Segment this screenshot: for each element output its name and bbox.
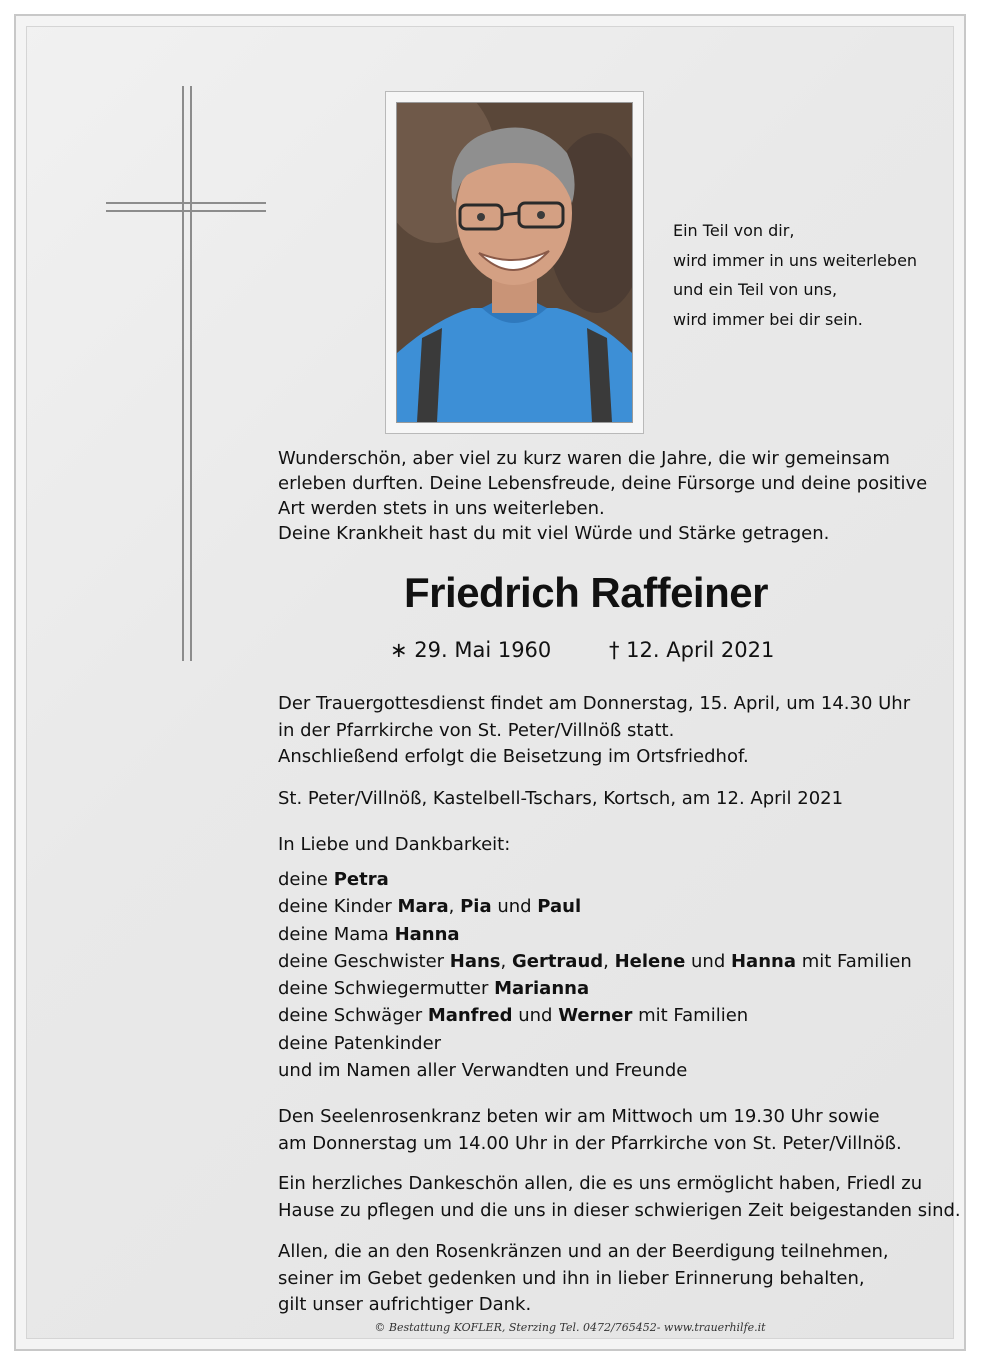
final-line: seiner im Gebet gedenken und ihn in lieber Erinnerung behalten, bbox=[278, 1267, 865, 1289]
family-line-text: , bbox=[448, 896, 461, 918]
obituary-sheet bbox=[14, 14, 966, 1351]
service-line: Anschließend erfolgt die Beisetzung im Ortsfriedhof. bbox=[278, 746, 749, 767]
family-member-name: Mara bbox=[397, 896, 449, 918]
family-line-text: deine Patenkinder bbox=[278, 1032, 442, 1054]
family-member-name: Manfred bbox=[427, 1005, 513, 1027]
family-member-name: Petra bbox=[333, 869, 389, 890]
family-line-text: und bbox=[512, 1005, 559, 1027]
poem bbox=[673, 216, 917, 334]
intro-line: Wunderschön, aber viel zu kurz waren die Jahre, die wir gemeinsam bbox=[278, 448, 890, 469]
final-line: gilt unser aufrichtiger Dank. bbox=[278, 1294, 532, 1315]
family-line-text: mit Familien bbox=[795, 950, 912, 972]
family-line-text: und bbox=[685, 950, 731, 972]
family-member-name: Hans bbox=[449, 950, 501, 972]
rosary-info bbox=[278, 1104, 902, 1157]
family-line-text: deine Mama bbox=[278, 923, 395, 945]
family-line bbox=[278, 921, 912, 948]
family-member-name: Marianna bbox=[494, 978, 590, 1000]
family-line bbox=[278, 1057, 912, 1084]
family-line-text: , bbox=[603, 950, 615, 972]
portrait-frame bbox=[385, 91, 644, 434]
final-thanks bbox=[278, 1239, 889, 1319]
footer-credit: © Bestattung KOFLER, Sterzing Tel. 0472/765452- www.trauerhilfe.it bbox=[374, 1321, 766, 1334]
family-line bbox=[278, 893, 912, 920]
family-line-text: , bbox=[500, 950, 512, 972]
family-line-text: mit Familien bbox=[632, 1005, 749, 1027]
family-line bbox=[278, 1002, 912, 1029]
family-line-text: deine Schwiegermutter bbox=[278, 978, 495, 1000]
deceased-name: Friedrich Raffeiner bbox=[404, 569, 768, 616]
family-line-text: deine bbox=[278, 869, 334, 890]
family-member-name: Paul bbox=[537, 896, 582, 918]
family-member-name: Werner bbox=[558, 1005, 633, 1027]
family-member-name: Hanna bbox=[394, 923, 460, 945]
family-line bbox=[278, 866, 912, 893]
family-member-name: Hanna bbox=[730, 950, 796, 972]
poem-line: und ein Teil von uns, bbox=[673, 280, 838, 299]
place-date: St. Peter/Villnöß, Kastelbell-Tschars, Kortsch, am 12. April 2021 bbox=[278, 788, 844, 809]
love-line: In Liebe und Dankbarkeit: bbox=[278, 834, 511, 855]
family-list bbox=[278, 866, 912, 1084]
intro-text bbox=[278, 446, 927, 546]
service-line: in der Pfarrkirche von St. Peter/Villnöß statt. bbox=[278, 719, 675, 741]
family-line-text: deine Geschwister bbox=[278, 950, 450, 972]
service-info bbox=[278, 691, 910, 771]
family-line bbox=[278, 1030, 912, 1057]
rosary-line: Den Seelenrosenkranz beten wir am Mittwoch um 19.30 Uhr sowie bbox=[278, 1106, 880, 1127]
family-line-text: deine Kinder bbox=[278, 896, 398, 918]
poem-line: Ein Teil von dir, bbox=[673, 221, 795, 240]
family-line-text: und bbox=[491, 896, 538, 918]
intro-line: Art werden stets in uns weiterleben. bbox=[278, 498, 605, 519]
family-line bbox=[278, 948, 912, 975]
death-date: † 12. April 2021 bbox=[609, 638, 775, 662]
family-member-name: Pia bbox=[460, 896, 492, 918]
final-line: Allen, die an den Rosenkränzen und an der Beerdigung teilnehmen, bbox=[278, 1241, 889, 1262]
family-line bbox=[278, 975, 912, 1002]
family-member-name: Helene bbox=[614, 950, 686, 972]
thanks-text bbox=[278, 1171, 961, 1224]
rosary-line: am Donnerstag um 14.00 Uhr in der Pfarrkirche von St. Peter/Villnöß. bbox=[278, 1132, 902, 1154]
service-line: Der Trauergottesdienst findet am Donnerstag, 15. April, um 14.30 Uhr bbox=[278, 693, 911, 714]
intro-line: erleben durften. Deine Lebensfreude, deine Fürsorge und deine positive bbox=[278, 473, 928, 494]
portrait-photo bbox=[396, 102, 633, 423]
poem-line: wird immer in uns weiterleben bbox=[673, 250, 918, 270]
thanks-line: Hause zu pflegen und die uns in dieser schwierigen Zeit beigestanden sind. bbox=[278, 1199, 961, 1221]
thanks-line: Ein herzliches Dankeschön allen, die es uns ermöglicht haben, Friedl zu bbox=[278, 1173, 923, 1194]
birth-date: ∗ 29. Mai 1960 bbox=[390, 638, 552, 662]
family-line-text: und im Namen aller Verwandten und Freunde bbox=[278, 1060, 688, 1082]
family-member-name: Gertraud bbox=[511, 950, 604, 972]
intro-line: Deine Krankheit hast du mit viel Würde und Stärke getragen. bbox=[278, 523, 830, 544]
family-line-text: deine Schwäger bbox=[278, 1005, 428, 1027]
poem-line: wird immer bei dir sein. bbox=[673, 309, 863, 329]
